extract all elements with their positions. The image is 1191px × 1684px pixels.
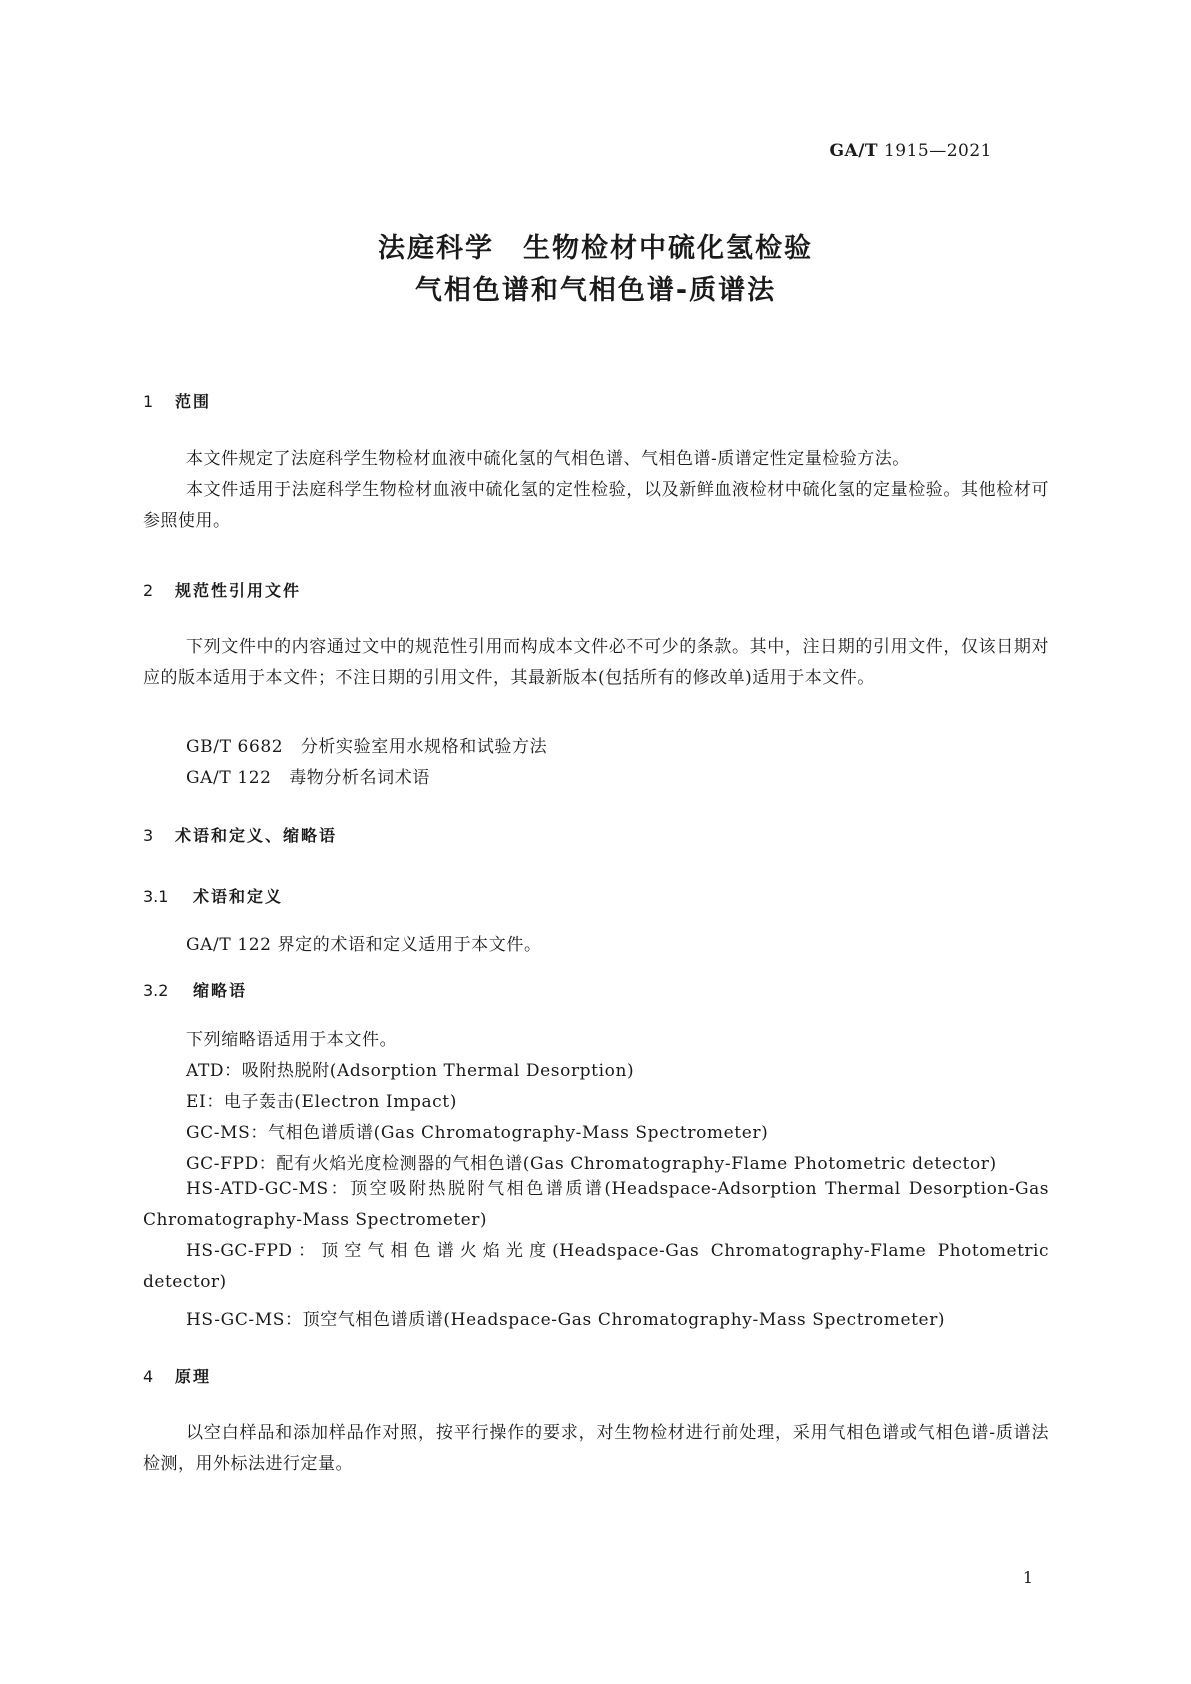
reference-item	[186, 732, 547, 757]
abbreviation-item: HS-ATD-GC-MS：顶空吸附热脱附气相色谱质谱(Headspace-Adsorption Thermal Desorption-Gas Chromatography-Mass Spectrometer)	[143, 1179, 1049, 1230]
subsection-title: 术语和定义	[193, 887, 284, 906]
reference-title: 毒物分析名词术语	[289, 768, 430, 788]
subsection-3-1-heading	[143, 884, 283, 907]
standard-number	[829, 141, 992, 161]
section-title: 范围	[175, 392, 212, 411]
section-2-paragraph-1: 下列文件中的内容通过文中的规范性引用而构成本文件必不可少的条款。其中，注日期的引用文件，仅该日期对应的版本适用于本文件；不注日期的引用文件，其最新版本(包括所有的修改单)适用于本文件。	[143, 637, 1049, 688]
abbreviation-item: GC-MS：气相色谱质谱(Gas Chromatography-Mass Spectrometer)	[186, 1123, 769, 1143]
abbreviation-item: HS-GC-MS：顶空气相色谱质谱(Headspace-Gas Chromatography-Mass Spectrometer)	[186, 1310, 946, 1330]
section-1-heading	[143, 389, 211, 412]
document-title-line1: 法庭科学 生物检材中硫化氢检验	[378, 233, 813, 264]
section-4-paragraph-1: 以空白样品和添加样品作对照，按平行操作的要求，对生物检材进行前处理，采用气相色谱或气相色谱-质谱法检测，用外标法进行定量。	[143, 1423, 1049, 1474]
standard-code: GA/T	[829, 141, 879, 161]
subsection-number: 3.1	[143, 887, 169, 906]
subsection-number: 3.2	[143, 981, 169, 1000]
reference-item	[186, 763, 430, 788]
section-3-heading	[143, 823, 337, 846]
reference-title: 分析实验室用水规格和试验方法	[300, 737, 548, 757]
section-title: 原理	[175, 1367, 212, 1386]
section-1-paragraph-1: 本文件规定了法庭科学生物检材血液中硫化氢的气相色谱、气相色谱-质谱定性定量检验方法。	[186, 449, 910, 469]
subsection-3-2-heading	[143, 978, 247, 1001]
section-4-heading	[143, 1364, 211, 1387]
section-number: 2	[143, 581, 154, 600]
abbreviation-item: HS-GC-FPD：顶空气相色谱火焰光度(Headspace-Gas Chromatography-Flame Photometric detector)	[143, 1241, 1049, 1292]
reference-code: GB/T 6682	[186, 737, 284, 757]
section-number: 1	[143, 392, 154, 411]
section-2-heading	[143, 578, 301, 601]
abbreviation-item: GC-FPD：配有火焰光度检测器的气相色谱(Gas Chromatography-Flame Photometric detector)	[186, 1154, 997, 1174]
subsection-title: 缩略语	[193, 981, 248, 1000]
section-number: 4	[143, 1367, 154, 1386]
page-number: 1	[1022, 1568, 1033, 1587]
standard-year: 1915—2021	[883, 141, 992, 161]
subsection-3-1-text: GA/T 122 界定的术语和定义适用于本文件。	[186, 935, 542, 955]
section-number: 3	[143, 826, 154, 845]
section-title: 术语和定义、缩略语	[175, 826, 338, 845]
section-title: 规范性引用文件	[175, 581, 302, 600]
document-title-line2: 气相色谱和气相色谱-质谱法	[414, 275, 777, 306]
abbreviation-intro: 下列缩略语适用于本文件。	[186, 1030, 398, 1050]
abbreviation-item: EI：电子轰击(Electron Impact)	[186, 1092, 457, 1112]
abbreviation-item: ATD：吸附热脱附(Adsorption Thermal Desorption)	[186, 1061, 635, 1081]
reference-code: GA/T 122	[186, 768, 272, 788]
section-1-paragraph-2: 本文件适用于法庭科学生物检材血液中硫化氢的定性检验，以及新鲜血液检材中硫化氢的定量检验。其他检材可参照使用。	[143, 480, 1049, 531]
